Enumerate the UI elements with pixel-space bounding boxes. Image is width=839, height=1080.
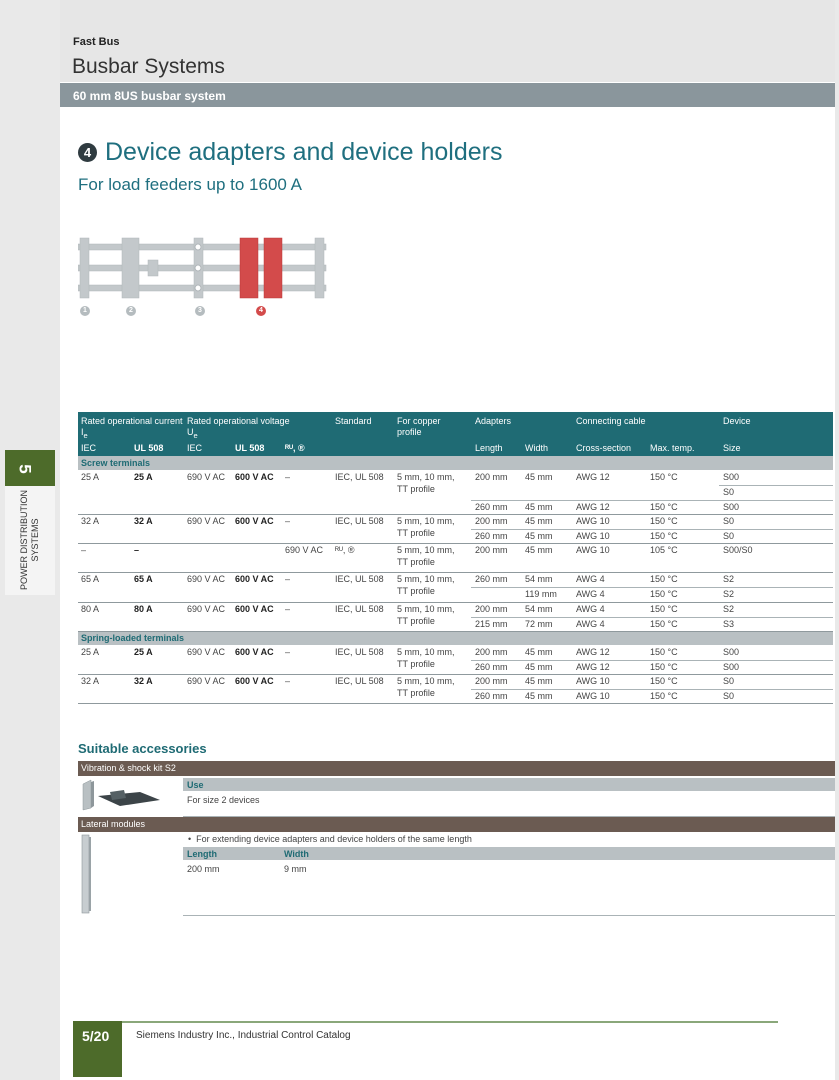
cell-size: S00 [723,472,740,482]
cell-profile: 5 mm, 10 mm, [397,647,455,657]
th-cable: Connecting cable [576,416,646,426]
cell-standard: IEC, UL 508 [335,516,384,526]
page-header [60,0,835,82]
cell-width: 45 mm [525,676,553,686]
cell-current-ul: 25 A [134,647,153,657]
cell-size: S0 [723,531,735,541]
cell-width: 45 mm [525,531,553,541]
illustration-caption-4: 4 [256,306,266,316]
cell-profile: 5 mm, 10 mm, [397,516,455,526]
cell-max-temp: 150 °C [650,516,678,526]
cell-voltage-iec: 690 V AC [187,647,226,657]
cell-voltage-mark: – [285,516,291,526]
cell-max-temp: 150 °C [650,662,678,672]
th-ul508: UL 508 [134,443,164,453]
header-subtitle-bar [60,83,835,107]
cell-voltage-iec: 690 V AC [187,676,226,686]
cell-voltage-ul: 600 V AC [235,574,274,584]
chapter-side-tab[interactable] [5,450,55,595]
cell-size: S00 [723,502,740,512]
cell-voltage-iec: 690 V AC [187,516,226,526]
illustration-caption-1: 1 [80,306,90,316]
row-divider [719,485,833,486]
cell-voltage-mark: – [285,647,291,657]
cell-size: S0 [723,516,735,526]
cell-length: 200 mm [475,676,508,686]
cell-size: S0 [723,487,735,497]
lateral-bullet: • For extending device adapters and device holders of the same length [188,834,472,844]
lateral-divider [183,915,835,916]
cell-size: S0 [723,676,735,686]
cell-cross-section: AWG 10 [576,691,610,701]
cell-max-temp: 150 °C [650,619,678,629]
cell-standard: IEC, UL 508 [335,604,384,614]
cell-current-ul: – [134,545,140,555]
cell-voltage-mark: – [285,574,291,584]
cell-size: S2 [723,604,735,614]
cell-width: 45 mm [525,662,553,672]
cell-length: 260 mm [475,691,508,701]
kit-col-use: Use [187,780,204,790]
chapter-number: 5 [5,450,55,486]
cell-voltage-mark: – [285,676,291,686]
cell-width: 45 mm [525,516,553,526]
group-divider [78,543,833,544]
cell-cross-section: AWG 4 [576,574,605,584]
cell-profile-line2: TT profile [397,528,435,538]
cell-width: 45 mm [525,502,553,512]
cell-current-iec: 32 A [81,676,100,686]
cell-profile: 5 mm, 10 mm, [397,545,455,555]
cell-cross-section: AWG 10 [576,545,610,555]
illustration-caption-3: 3 [195,306,205,316]
cell-width: 119 mm [525,589,557,599]
cell-length: 200 mm [475,516,508,526]
section-subtitle: For load feeders up to 1600 A [78,175,302,194]
lateral-table-header [183,847,835,860]
illustration-caption-2: 2 [126,306,136,316]
cell-size: S0 [723,691,735,701]
kit-table-header [183,778,835,791]
cell-current-iec: – [81,545,87,555]
cell-current-ul: 32 A [134,516,153,526]
th-iec-voltage: IEC [187,443,203,453]
th-cross-section: Cross-section [576,443,632,453]
cell-length: 200 mm [475,647,508,657]
cell-width: 54 mm [525,574,553,584]
cell-standard: IEC, UL 508 [335,574,384,584]
cell-cross-section: AWG 12 [576,472,610,482]
section-title-text: Device adapters and device holders [105,138,503,166]
page-number: 5/20 [82,1028,110,1044]
section-spring-loaded-terminals: Spring-loaded terminals [78,631,833,645]
cell-cross-section: AWG 10 [576,516,610,526]
lateral-bar [78,817,835,832]
header-title: Busbar Systems [72,55,225,78]
cell-standard: IEC, UL 508 [335,676,384,686]
cell-cross-section: AWG 10 [576,531,610,541]
row-divider [471,529,833,530]
cell-profile-line2: TT profile [397,659,435,669]
cell-width: 54 mm [525,604,553,614]
section-number-badge: 4 [78,143,97,162]
cell-max-temp: 105 °C [650,545,678,555]
cell-max-temp: 150 °C [650,531,678,541]
cell-size: S2 [723,574,735,584]
th-max-temp: Max. temp. [650,443,695,453]
th-length: Length [475,443,503,453]
accessories-title: Suitable accessories [78,741,207,756]
header-subtitle: 60 mm 8US busbar system [73,89,226,103]
cell-length: 260 mm [475,574,508,584]
row-divider [471,689,833,690]
specs-table [78,412,833,704]
cell-current-ul: 80 A [134,604,153,614]
cell-cross-section: AWG 12 [576,647,610,657]
row-divider [471,617,833,618]
cell-profile-line2: TT profile [397,557,435,567]
lateral-width-value: 9 mm [284,864,307,874]
footer-line [73,1021,778,1023]
cell-current-iec: 25 A [81,472,100,482]
cell-voltage-ul: 600 V AC [235,472,274,482]
cell-current-iec: 65 A [81,574,100,584]
cell-max-temp: 150 °C [650,676,678,686]
th-size: Size [723,443,741,453]
section-screw-terminals: Screw terminals [78,456,833,470]
cell-standard: IEC, UL 508 [335,472,384,482]
cell-max-temp: 150 °C [650,574,678,584]
cell-voltage-iec: 690 V AC [187,472,226,482]
cell-max-temp: 150 °C [650,502,678,512]
cell-cross-section: AWG 4 [576,619,605,629]
th-ul-mark: ᴿᵁ, ® [285,443,305,453]
th-current: Rated operational current $I_e$ [81,416,183,440]
cell-current-iec: 80 A [81,604,100,614]
cell-size: S00 [723,647,740,657]
row-divider [471,660,833,661]
cell-length: 260 mm [475,502,508,512]
cell-cross-section: AWG 12 [576,662,610,672]
cell-width: 45 mm [525,472,553,482]
th-profile: For copper profile [397,416,441,437]
group-divider [78,631,833,632]
catalog-page [60,0,835,1080]
cell-width: 45 mm [525,647,553,657]
th-standard: Standard [335,416,372,426]
cell-size: S2 [723,589,735,599]
lateral-col-length: Length [187,849,217,859]
cell-cross-section: AWG 10 [576,676,610,686]
th-width: Width [525,443,549,453]
group-divider [78,703,833,704]
cell-voltage-mark: – [285,472,291,482]
footer-text: Siemens Industry Inc., Industrial Control Catalog [136,1030,351,1041]
cell-length: 200 mm [475,545,508,555]
busbar-illustration [78,236,328,302]
lateral-col-width: Width [284,849,309,859]
kit-use-value: For size 2 devices [187,795,260,805]
cell-max-temp: 150 °C [650,472,678,482]
cell-voltage-iec: 690 V AC [187,604,226,614]
cell-max-temp: 150 °C [650,589,678,599]
row-divider [471,500,833,501]
cell-length: 200 mm [475,604,508,614]
cell-profile: 5 mm, 10 mm, [397,472,455,482]
lateral-length-value: 200 mm [187,864,220,874]
section-title [78,138,502,167]
cell-size: S00 [723,662,740,672]
cell-max-temp: 150 °C [650,647,678,657]
th-device: Device [723,416,751,426]
cell-voltage-mark: 690 V AC [285,545,324,555]
cell-profile: 5 mm, 10 mm, [397,604,455,614]
cell-size: S3 [723,619,735,629]
cell-voltage-ul: 600 V AC [235,676,274,686]
th-adapters: Adapters [475,416,512,426]
cell-voltage-ul: 600 V AC [235,516,274,526]
cell-current-ul: 65 A [134,574,153,584]
cell-voltage-ul: 600 V AC [235,604,274,614]
cell-profile-line2: TT profile [397,484,435,494]
kit-bar [78,761,835,776]
cell-voltage-ul: 600 V AC [235,647,274,657]
lateral-module-image [80,833,94,915]
th-ul508-voltage: UL 508 [235,443,265,453]
cell-profile: 5 mm, 10 mm, [397,676,455,686]
cell-cross-section: AWG 12 [576,502,610,512]
chapter-label: POWER DISTRIBUTION SYSTEMS [19,489,40,591]
cell-voltage-iec: 690 V AC [187,574,226,584]
cell-max-temp: 150 °C [650,604,678,614]
cell-current-ul: 32 A [134,676,153,686]
cell-size: S00/S0 [723,545,753,555]
th-voltage: Rated operational voltage $U_e$ [187,416,290,440]
shock-kit-image [80,778,162,812]
kit-name: Vibration & shock kit S2 [81,763,176,773]
cell-profile: 5 mm, 10 mm, [397,574,455,584]
cell-width: 45 mm [525,691,553,701]
row-divider [471,587,833,588]
cell-profile-line2: TT profile [397,586,435,596]
cell-current-ul: 25 A [134,472,153,482]
cell-current-iec: 25 A [81,647,100,657]
cell-cross-section: AWG 4 [576,589,605,599]
cell-length: 260 mm [475,531,508,541]
cell-profile-line2: TT profile [397,688,435,698]
table-header [78,412,833,456]
cell-voltage-mark: – [285,604,291,614]
page-number-box [73,1021,122,1077]
cell-length: 215 mm [475,619,508,629]
th-iec: IEC [81,443,97,453]
cell-width: 45 mm [525,545,553,555]
cell-standard: ᴿᵁ, ® [335,545,355,555]
cell-standard: IEC, UL 508 [335,647,384,657]
cell-current-iec: 32 A [81,516,100,526]
cell-max-temp: 150 °C [650,691,678,701]
cell-length: 260 mm [475,662,508,672]
header-kicker: Fast Bus [73,36,120,48]
cell-profile-line2: TT profile [397,616,435,626]
cell-length: 200 mm [475,472,508,482]
lateral-name: Lateral modules [81,819,146,829]
cell-width: 72 mm [525,619,553,629]
cell-cross-section: AWG 4 [576,604,605,614]
